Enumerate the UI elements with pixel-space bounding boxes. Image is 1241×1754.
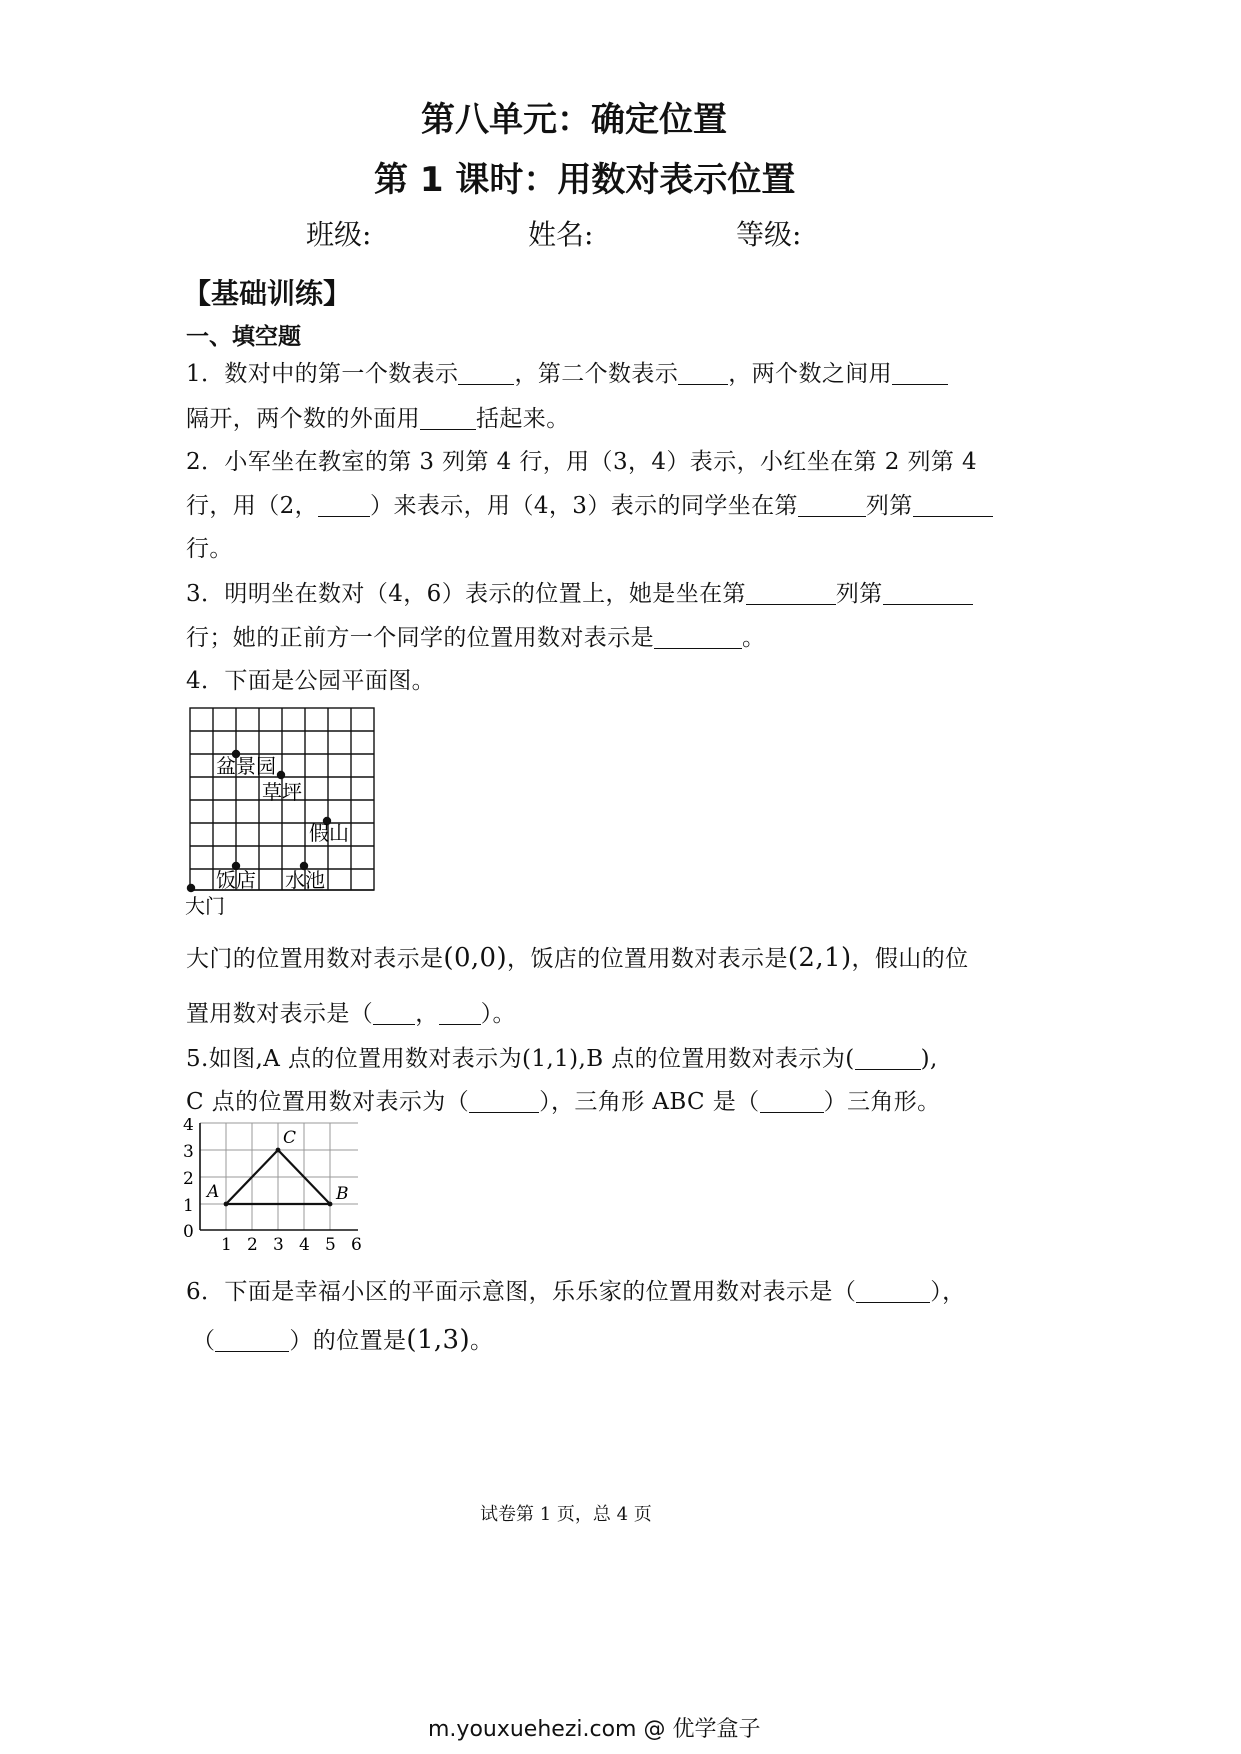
q5-blank-1[interactable] — [855, 1046, 921, 1070]
triangle-grid — [180, 1118, 370, 1258]
q1-line1: 1．数对中的第一个数表示 ，第二个数表示 ，两个数之间用 — [186, 355, 948, 388]
q6-blank-2[interactable] — [215, 1328, 289, 1352]
pair-restaurant: (2,1) — [787, 943, 852, 973]
x-tick-5: 5 — [325, 1235, 336, 1255]
q5-line1: 5.如图,A 点的位置用数对表示为(1,1),B 点的位置用数对表示为( ), — [186, 1046, 938, 1072]
section-title: 【基础训练】 — [183, 277, 352, 310]
q4-blank-2[interactable] — [439, 1001, 481, 1025]
grade-label: 等级: — [736, 218, 802, 251]
q2-blank-3[interactable] — [913, 493, 993, 517]
q6-blank-1[interactable] — [856, 1279, 930, 1303]
x-tick-2: 2 — [247, 1235, 258, 1255]
q3-line1: 3．明明坐在数对（4，6）表示的位置上，她是坐在第 列第 — [186, 575, 973, 608]
q6-line1: 6．下面是幸福小区的平面示意图，乐乐家的位置用数对表示是（ ）， — [186, 1279, 966, 1305]
site-watermark: m.youxuehezi.com @ 优学盒子 — [428, 1717, 761, 1742]
q2-line1: 2．小军坐在教室的第 3 列第 4 行，用（3，4）表示，小红坐在第 2 列第 4 — [186, 449, 978, 475]
x-tick-3: 3 — [273, 1235, 284, 1255]
q5-blank-3[interactable] — [760, 1089, 824, 1113]
q4-blank-1[interactable] — [373, 1001, 415, 1025]
gate-point — [187, 884, 195, 892]
q4-intro: 4．下面是公园平面图。 — [186, 668, 436, 694]
q1-blank-1[interactable] — [458, 361, 514, 385]
q1-blank-2[interactable] — [678, 361, 728, 385]
gate-label: 大门 — [185, 894, 225, 918]
page-info: 试卷第 1 页，总 4 页 — [480, 1504, 652, 1525]
pool-label: 水池 — [285, 868, 325, 892]
q3-blank-2[interactable] — [883, 581, 973, 605]
y-tick-4: 4 — [183, 1118, 194, 1135]
q5-blank-2[interactable] — [469, 1089, 539, 1113]
restaurant-label: 饭店 — [216, 868, 256, 892]
q3-line2: 行；她的正前方一个同学的位置用数对表示是 。 — [186, 625, 766, 651]
q5-line2: C 点的位置用数对表示为（ ），三角形 ABC 是（ ）三角形。 — [186, 1089, 941, 1115]
q4-text-line2: 置用数对表示是（ ， ）。 — [186, 1001, 516, 1027]
unit-title: 第八单元：确定位置 — [421, 100, 727, 140]
y-tick-0: 0 — [183, 1222, 194, 1242]
q4-text-line1: 大门的位置用数对表示是(0,0)，饭店的位置用数对表示是(2,1)，假山的位 — [186, 943, 969, 973]
q6-line2: （ ）的位置是(1,3)。 — [192, 1325, 494, 1355]
x-tick-4: 4 — [299, 1235, 310, 1255]
point-b-label: B — [336, 1184, 349, 1204]
garden-label: 盆景园 — [216, 754, 276, 778]
q2-blank-2[interactable] — [798, 493, 866, 517]
q2-blank-1[interactable] — [318, 493, 370, 517]
lawn-point — [277, 771, 285, 779]
class-label: 班级: — [306, 218, 372, 251]
q3-blank-3[interactable] — [654, 625, 742, 649]
q3-blank-1[interactable] — [746, 581, 836, 605]
q1-blank-4[interactable] — [420, 406, 476, 430]
name-label: 姓名: — [528, 218, 594, 251]
q2-line3: 行。 — [186, 536, 233, 562]
section-subtitle: 一、填空题 — [186, 324, 301, 350]
q1-line2: 隔开，两个数的外面用 括起来。 — [186, 406, 570, 432]
point-a-label: A — [207, 1182, 220, 1202]
y-tick-3: 3 — [183, 1142, 194, 1162]
pair-gate: (0,0) — [443, 943, 508, 973]
lawn-label: 草坪 — [262, 780, 302, 804]
q2-line2: 行，用（2， ）来表示，用（4，3）表示的同学坐在第 列第 — [186, 487, 993, 520]
y-tick-1: 1 — [183, 1196, 194, 1216]
point-c-label: C — [283, 1128, 297, 1148]
lesson-title: 第 1 课时：用数对表示位置 — [374, 160, 796, 200]
rockery-label: 假山 — [309, 821, 349, 845]
pair-q6: (1,3) — [406, 1325, 471, 1355]
park-map — [182, 700, 382, 920]
x-tick-6: 6 — [351, 1235, 362, 1255]
q1-blank-3[interactable] — [892, 361, 948, 385]
x-tick-1: 1 — [221, 1235, 232, 1255]
y-tick-2: 2 — [183, 1169, 194, 1189]
